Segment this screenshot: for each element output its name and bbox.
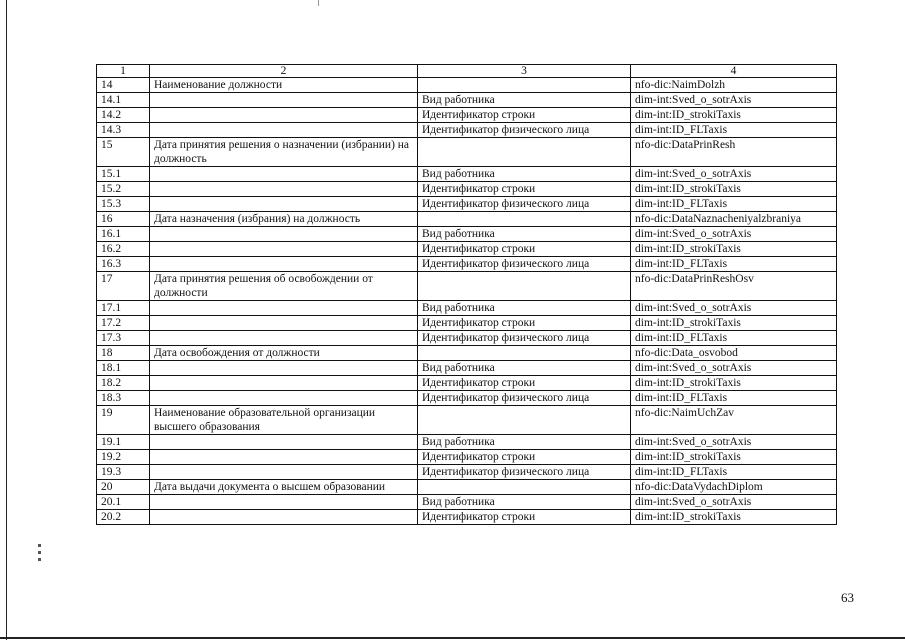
table-row (97, 272, 837, 301)
table-row (97, 212, 837, 227)
row-code: dim-int:Sved_o_sotrAxis (631, 167, 837, 182)
row-name: Наименование должности (150, 78, 418, 93)
table-row (97, 510, 837, 525)
table-row (97, 346, 837, 361)
table-row (97, 78, 837, 93)
row-number: 20 (97, 480, 150, 495)
row-code: dim-int:ID_strokiTaxis (631, 316, 837, 331)
row-name: Наименование образовательной организации высшего образования (150, 406, 418, 435)
row-description: Идентификатор физического лица (418, 465, 631, 480)
row-description: Идентификатор строки (418, 376, 631, 391)
row-code: dim-int:ID_FLTaxis (631, 123, 837, 138)
row-description: Идентификатор строки (418, 316, 631, 331)
row-number: 18.3 (97, 391, 150, 406)
row-number: 14 (97, 78, 150, 93)
table-row (97, 391, 837, 406)
table-row (97, 257, 837, 272)
row-description: Идентификатор физического лица (418, 123, 631, 138)
table-row (97, 435, 837, 450)
table-row (97, 495, 837, 510)
table-row (97, 123, 837, 138)
row-code: nfo-dic:DataVydachDiplom (631, 480, 837, 495)
row-name (150, 93, 418, 108)
row-description: Идентификатор строки (418, 182, 631, 197)
row-code: dim-int:Sved_o_sotrAxis (631, 227, 837, 242)
row-name: Дата принятия решения о назначении (избрании) на должность (150, 138, 418, 167)
header-col-4: 4 (631, 65, 837, 78)
row-code: dim-int:Sved_o_sotrAxis (631, 301, 837, 316)
page-border-bottom (0, 637, 905, 639)
row-name (150, 301, 418, 316)
header-col-3: 3 (418, 65, 631, 78)
row-number: 17.1 (97, 301, 150, 316)
header-col-1: 1 (97, 65, 150, 78)
row-name (150, 197, 418, 212)
row-code: dim-int:ID_FLTaxis (631, 465, 837, 480)
table-row (97, 480, 837, 495)
row-description: Вид работника (418, 301, 631, 316)
row-description (418, 346, 631, 361)
row-number: 14.3 (97, 123, 150, 138)
row-code: dim-int:Sved_o_sotrAxis (631, 495, 837, 510)
table-row (97, 376, 837, 391)
row-description (418, 78, 631, 93)
row-description: Идентификатор физического лица (418, 391, 631, 406)
row-number: 14.1 (97, 93, 150, 108)
row-number: 16 (97, 212, 150, 227)
row-code: dim-int:ID_strokiTaxis (631, 450, 837, 465)
row-name (150, 435, 418, 450)
row-number: 16.2 (97, 242, 150, 257)
row-description (418, 138, 631, 167)
row-description: Вид работника (418, 495, 631, 510)
table-body (97, 78, 837, 525)
row-number: 18.1 (97, 361, 150, 376)
row-name (150, 450, 418, 465)
row-code: dim-int:ID_strokiTaxis (631, 510, 837, 525)
row-name (150, 123, 418, 138)
row-name: Дата назначения (избрания) на должность (150, 212, 418, 227)
row-code: dim-int:ID_strokiTaxis (631, 182, 837, 197)
row-name (150, 242, 418, 257)
table-row (97, 450, 837, 465)
row-code: dim-int:ID_FLTaxis (631, 391, 837, 406)
row-number: 15.2 (97, 182, 150, 197)
row-code: dim-int:Sved_o_sotrAxis (631, 361, 837, 376)
row-number: 20.2 (97, 510, 150, 525)
row-name: Дата принятия решения об освобождении от должности (150, 272, 418, 301)
row-name (150, 182, 418, 197)
row-code: dim-int:ID_FLTaxis (631, 331, 837, 346)
row-name (150, 361, 418, 376)
row-number: 15.3 (97, 197, 150, 212)
row-name (150, 227, 418, 242)
row-name: Дата выдачи документа о высшем образовании (150, 480, 418, 495)
table-row (97, 406, 837, 435)
row-name (150, 510, 418, 525)
row-number: 17.2 (97, 316, 150, 331)
table-row (97, 316, 837, 331)
row-description: Вид работника (418, 435, 631, 450)
table-row (97, 108, 837, 123)
table-row (97, 331, 837, 346)
header-col-2: 2 (150, 65, 418, 78)
row-name (150, 108, 418, 123)
row-description: Идентификатор физического лица (418, 197, 631, 212)
table-row (97, 361, 837, 376)
row-number: 14.2 (97, 108, 150, 123)
row-description: Идентификатор физического лица (418, 257, 631, 272)
table-row (97, 465, 837, 480)
row-name (150, 331, 418, 346)
table-header-row (97, 65, 837, 78)
row-description: Вид работника (418, 361, 631, 376)
row-number: 16.3 (97, 257, 150, 272)
row-name (150, 465, 418, 480)
page-border-left (6, 0, 7, 640)
row-code: nfo-dic:Data_osvobod (631, 346, 837, 361)
row-code: nfo-dic:DataPrinReshOsv (631, 272, 837, 301)
row-code: dim-int:Sved_o_sotrAxis (631, 435, 837, 450)
binding-marks (34, 540, 44, 580)
row-description (418, 212, 631, 227)
row-description: Вид работника (418, 227, 631, 242)
row-code: nfo-dic:DataPrinResh (631, 138, 837, 167)
row-number: 18.2 (97, 376, 150, 391)
row-description (418, 406, 631, 435)
row-name (150, 167, 418, 182)
row-number: 17 (97, 272, 150, 301)
row-name: Дата освобождения от должности (150, 346, 418, 361)
row-description (418, 272, 631, 301)
row-code: nfo-dic:NaimDolzh (631, 78, 837, 93)
row-description: Вид работника (418, 93, 631, 108)
row-number: 15.1 (97, 167, 150, 182)
row-name (150, 316, 418, 331)
row-name (150, 495, 418, 510)
document-table (96, 64, 837, 525)
row-number: 16.1 (97, 227, 150, 242)
row-name (150, 391, 418, 406)
scan-mark (318, 0, 319, 6)
table-row (97, 227, 837, 242)
row-code: dim-int:ID_strokiTaxis (631, 242, 837, 257)
row-code: dim-int:ID_strokiTaxis (631, 108, 837, 123)
table-row (97, 182, 837, 197)
table-row (97, 167, 837, 182)
table-row (97, 138, 837, 167)
row-name (150, 376, 418, 391)
table-row (97, 301, 837, 316)
row-number: 20.1 (97, 495, 150, 510)
table-row (97, 242, 837, 257)
row-code: dim-int:ID_FLTaxis (631, 197, 837, 212)
row-number: 19.3 (97, 465, 150, 480)
row-description: Вид работника (418, 167, 631, 182)
row-code: nfo-dic:NaimUchZav (631, 406, 837, 435)
row-description: Идентификатор строки (418, 108, 631, 123)
row-description: Идентификатор строки (418, 450, 631, 465)
row-code: dim-int:ID_strokiTaxis (631, 376, 837, 391)
row-number: 19.1 (97, 435, 150, 450)
row-description: Идентификатор строки (418, 242, 631, 257)
row-code: dim-int:ID_FLTaxis (631, 257, 837, 272)
row-code: dim-int:Sved_o_sotrAxis (631, 93, 837, 108)
table-row (97, 93, 837, 108)
row-description: Идентификатор строки (418, 510, 631, 525)
row-number: 19 (97, 406, 150, 435)
row-number: 18 (97, 346, 150, 361)
table-row (97, 197, 837, 212)
row-number: 17.3 (97, 331, 150, 346)
row-description (418, 480, 631, 495)
row-name (150, 257, 418, 272)
row-number: 15 (97, 138, 150, 167)
row-code: nfo-dic:DataNaznacheniyalzbraniya (631, 212, 837, 227)
page-number: 63 (841, 590, 854, 605)
row-description: Идентификатор физического лица (418, 331, 631, 346)
row-number: 19.2 (97, 450, 150, 465)
